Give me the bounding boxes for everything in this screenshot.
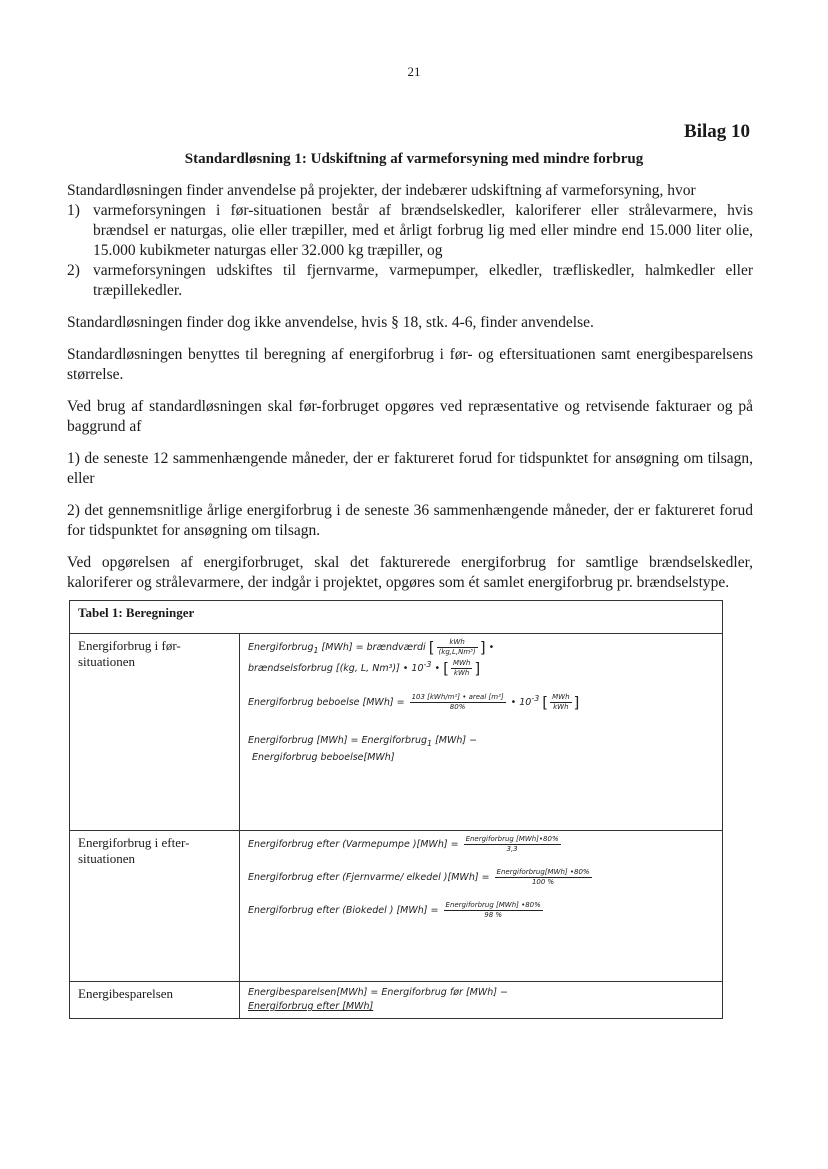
row-label-after: Energiforbrug i efter-situationen (70, 831, 240, 982)
table-row (70, 831, 723, 982)
document-title: Standardløsning 1: Udskiftning af varmeforsyning med mindre forbrug (184, 151, 644, 167)
table-row (70, 982, 723, 1019)
formula-district-heating: Energiforbrug efter (Fjernvarme/ elkedel )[MWh] = $\frac{\text{Energiforbrug[MWh] •80\%}}{100 \%}$ (248, 868, 590, 886)
appendix-label: Bilag 10 (684, 121, 750, 142)
paragraph-option-1: 1) de seneste 12 sammenhængende måneder, der er faktureret forud for tidspunktet for ansøgning om tilsagn, eller (67, 450, 753, 487)
list-item (67, 201, 753, 261)
formula-savings: Energibesparelsen[MWh] = Energiforbrug før [MWh] − Energiforbrug efter [MWh] (248, 987, 508, 1012)
table-caption-row (70, 601, 723, 634)
paragraph-usage: Standardløsningen benyttes til beregning af energiforbrug i før- og eftersituationen samt energibesparelsens størrelse. (67, 346, 753, 383)
list-text: varmeforsyningen i før-situationen består af brændselskedler, kaloriferer eller strålevarmere, hvis brændsel er naturgas, olie eller træpiller, med et årligt forbrug lig med eller mindre end 15.000 liter olie, 15.000 kubikmeter naturgas eller 32.000 kg træpiller, og (93, 202, 753, 259)
list-number: 1) (67, 202, 80, 219)
formulas-before (240, 634, 723, 831)
list-text: varmeforsyningen udskiftes til fjernvarme, varmepumper, elkedler, træfliskedler, halmkedler eller træpillekedler. (93, 262, 753, 299)
row-label-before: Energiforbrug i før-situationen (70, 634, 240, 831)
list-item (67, 261, 753, 301)
table-row (70, 634, 723, 831)
condition-list (67, 201, 753, 301)
formula-consumption-1: Energiforbrug$_1$ [MWh] = brændværdi [ $\frac{\text{kWh}}{\text{(kg,L,Nm³)}}$ ] • brændselsforbrug [(kg, L, Nm³)] • $10^{-3}$ • [ $\frac{\text{MWh}}{\text{kWh}}$ ] (248, 638, 495, 678)
list-number: 2) (67, 262, 80, 279)
paragraph-option-2: 2) det gennemsnitlige årlige energiforbrug i de seneste 36 sammenhængende måneder, der er faktureret forud for tidspunktet for ansøgning om tilsagn. (67, 502, 753, 539)
formula-net-consumption: Energiforbrug [MWh] = Energiforbrug$_1$ [MWh] − Energiforbrug beboelse[MWh] (248, 735, 478, 764)
intro-paragraph: Standardløsningen finder anvendelse på projekter, der indebærer udskiftning af varmeforsyning, hvor (67, 182, 696, 199)
page-number: 21 (407, 64, 421, 79)
paragraph-invoices: Ved brug af standardløsningen skal før-forbruget opgøres ved repræsentative og retvisende fakturaer og på baggrund af (67, 398, 753, 435)
document-body (67, 181, 753, 605)
formula-residential: Energiforbrug beboelse [MWh] = $\frac{\text{103 [kWh/m²] • areal [m²]}}{80\%}$ • $10^{-3}$ [ $\frac{\text{MWh}}{\text{kWh}}$ ] (248, 693, 580, 712)
calculation-table (69, 600, 723, 1019)
formula-heat-pump: Energiforbrug efter (Varmepumpe )[MWh] = $\frac{\text{Energiforbrug [MWh]•80\%}}{3,3}$ (248, 835, 559, 853)
paragraph-exception: Standardløsningen finder dog ikke anvendelse, hvis § 18, stk. 4-6, finder anvendelse. (67, 314, 594, 331)
formula-biomass-boiler: Energiforbrug efter (Biokedel ) [MWh] = $\frac{\text{Energiforbrug [MWh] •80\%}}{98 \%}$ (248, 901, 541, 919)
paragraph-aggregation: Ved opgørelsen af energiforbruget, skal det fakturerede energiforbrug for samtlige brændselskedler, kaloriferer og strålevarmere, der indgår i projektet, opgøres som ét samlet energiforbrug pr. brændselstype. (67, 554, 753, 591)
table-caption: Tabel 1: Beregninger (70, 601, 723, 634)
formulas-after (240, 831, 723, 982)
row-label-savings: Energibesparelsen (70, 982, 240, 1019)
formulas-savings (240, 982, 723, 1019)
